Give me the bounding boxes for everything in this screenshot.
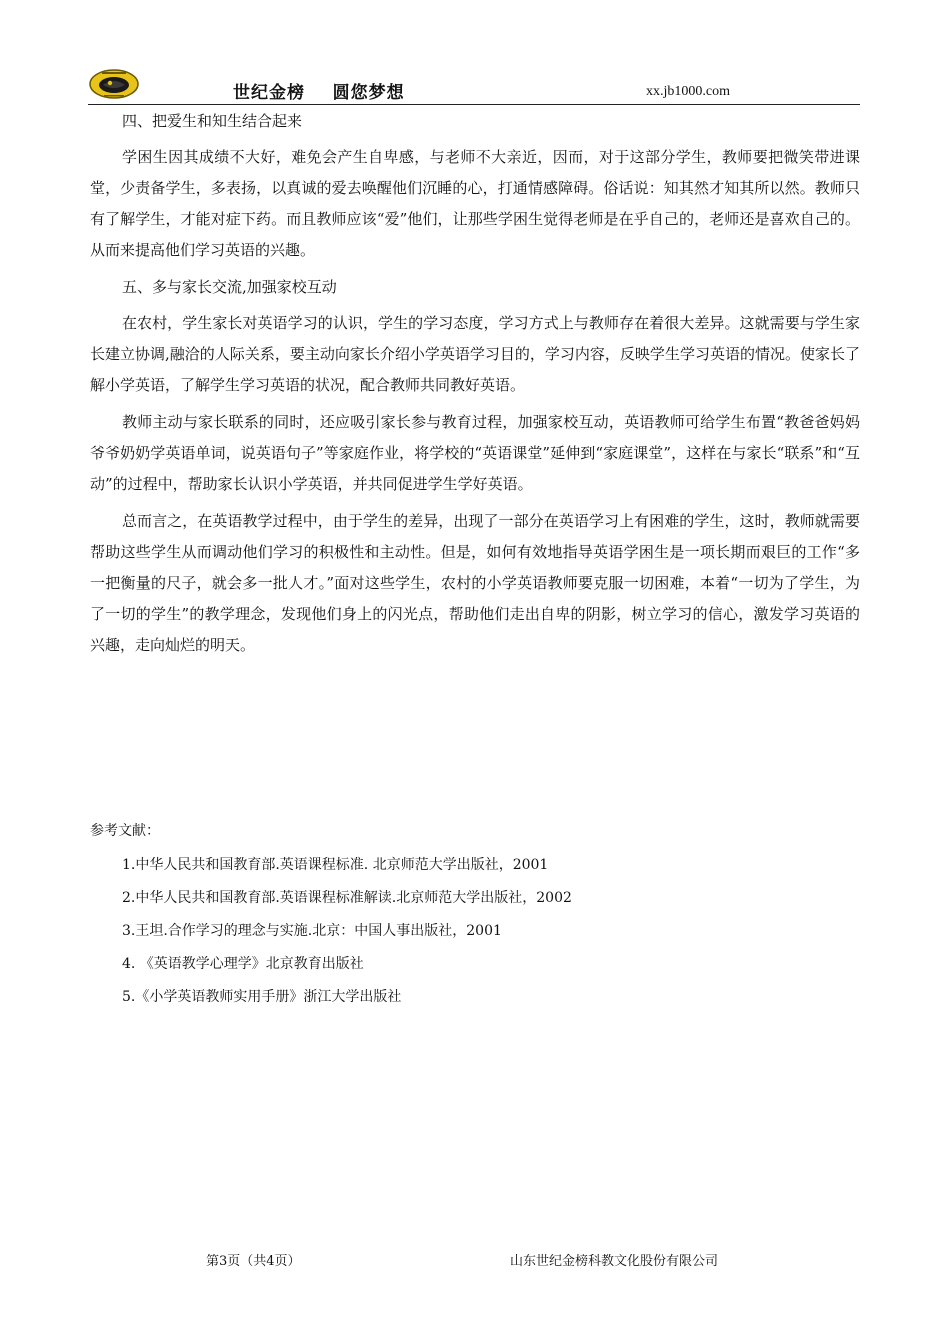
header-slogan: 世纪金榜 圆您梦想 [233,83,405,103]
reference-item: 5.《小学英语教师实用手册》浙江大学出版社 [122,989,402,1005]
body-paragraph: 学困生因其成绩不大好，难免会产生自卑感，与老师不大亲近，因而，对于这部分学生，教师要把微笑带进课堂，少责备学生，多表扬，以真诚的爱去唤醒他们沉睡的心，打通情感障碍。俗话说：知其然才知其所以然。教师只有了解学生，才能对症下药。而且教师应该“爱”他们，让那些学困生觉得老师是在乎自己的，老师还是喜欢自己的。从而来提高他们学习英语的兴趣。 [90,148,860,259]
reference-item: 1.中华人民共和国教育部.英语课程标准. 北京师范大学出版社，2001 [122,857,549,873]
section-heading: 四、把爱生和知生结合起来 [122,112,303,130]
page-header [88,68,860,105]
section-heading: 五、多与家长交流,加强家校互动 [122,278,337,296]
page-number: 第3页（共4页） [206,1254,301,1269]
reference-item: 2.中华人民共和国教育部.英语课程标准解读.北京师范大学出版社，2002 [122,890,572,906]
references-section [90,816,860,1014]
references-title: 参考文献： [90,823,160,839]
reference-item: 3.王坦.合作学习的理念与实施.北京：中国人事出版社，2001 [122,923,502,939]
document-body [90,106,860,667]
company-logo-icon [88,68,140,100]
body-paragraph: 在农村，学生家长对英语学习的认识，学生的学习态度，学习方式上与教师存在着很大差异。这就需要与学生家长建立协调,融洽的人际关系，要主动向家长介绍小学英语学习目的，学习内容，反映学生学习英语的情况。使家长了解小学英语，了解学生学习英语的状况，配合教师共同教好英语。 [90,314,860,394]
body-paragraph: 教师主动与家长联系的同时，还应吸引家长参与教育过程，加强家校互动，英语教师可给学生布置“教爸爸妈妈爷爷奶奶学英语单词，说英语句子”等家庭作业，将学校的“英语课堂”延伸到“家庭课堂”，这样在与家长“联系”和“互动”的过程中，帮助家长认识小学英语，并共同促进学生学好英语。 [90,413,860,493]
body-paragraph: 总而言之，在英语教学过程中，由于学生的差异，出现了一部分在英语学习上有困难的学生，这时，教师就需要帮助这些学生从而调动他们学习的积极性和主动性。但是，如何有效地指导英语学困生是一项长期而艰巨的工作“多一把衡量的尺子，就会多一批人才。”面对这些学生，农村的小学英语教师要克服一切困难，本着“一切为了学生，为了一切的学生”的教学理念，发现他们身上的闪光点，帮助他们走出自卑的阴影，树立学习的信心，激发学习英语的兴趣，走向灿烂的明天。 [90,512,860,654]
header-site-url: xx.jb1000.com [646,84,730,99]
reference-item: 4. 《英语教学心理学》北京教育出版社 [122,956,364,972]
footer-company: 山东世纪金榜科教文化股份有限公司 [510,1254,719,1269]
